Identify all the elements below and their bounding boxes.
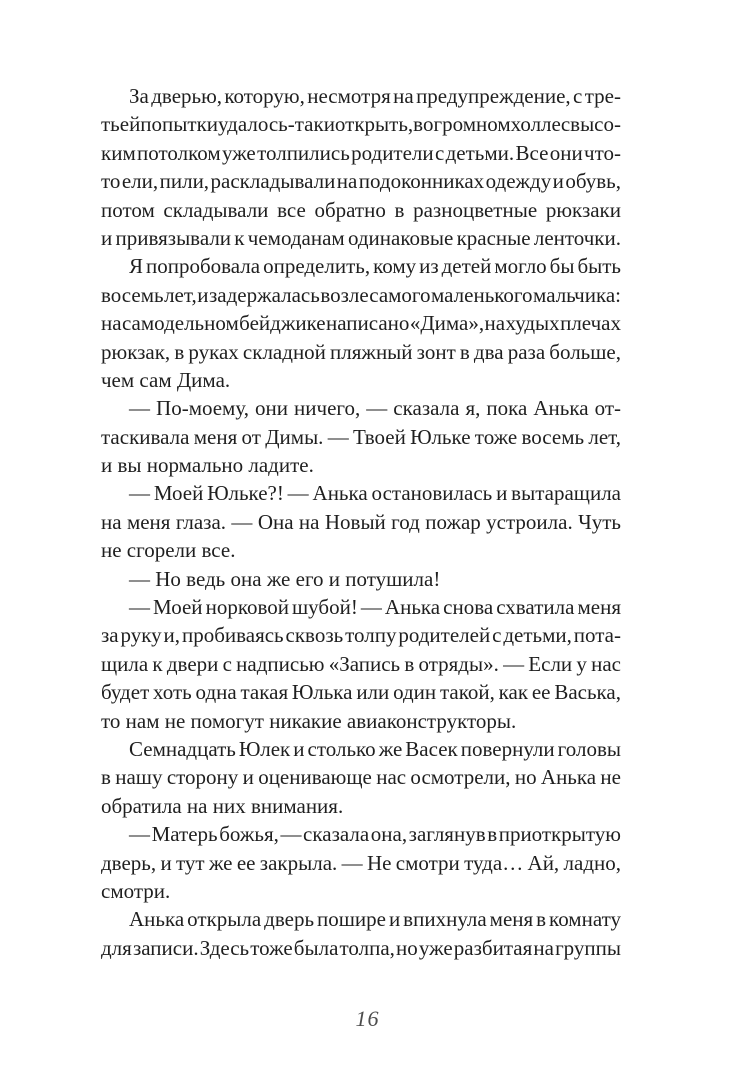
text-line: не сгорели все. [101,538,236,563]
text-line: чем сам Дима. [101,367,231,392]
text-line: Семнадцать Юлек и столько же Васек повернули головы [129,736,621,761]
page-number: 16 [355,1006,380,1031]
text-line: — Моей Юльке?! — Анька остановилась и вытаращила [129,481,621,506]
text-line: рюкзак, в руках складной пляжный зонт в два раза больше, [101,339,621,364]
text-line: и вы нормально ладите. [101,453,314,478]
paragraph [101,593,621,735]
paragraph [101,735,621,820]
text-line: для записи. Здесь тоже была толпа, но уже разбитая на группы [101,935,621,960]
paragraph [101,479,621,564]
text-line: на меня глаза. — Она на Новый год пожар устроила. Чуть [101,509,621,534]
paragraph [101,820,621,905]
text-line: дверь, и тут же ее закрыла. — Не смотри туда… Ай, ладно, [101,850,621,875]
paragraph [101,905,621,962]
text-line: восемь лет, и задержалась возле самого маленького мальчика: [101,282,621,307]
paragraph [101,394,621,479]
text-line: Анька открыла дверь пошире и впихнула меня в комнату [129,907,621,932]
text-line: будет хоть одна такая Юлька или один такой, как ее Васька, [101,680,621,705]
text-line: то ели, пили, раскладывали на подоконниках одежду и обувь, [101,169,621,194]
text-line: тьей попытки удалось-таки открыть, в огромном холле с высо- [101,112,621,137]
text-line: — Моей норковой шубой! — Анька снова схватила меня [129,595,621,620]
text-line: смотри. [101,878,171,903]
paragraph [101,565,621,593]
text-line: — Но ведь она же его и потушила! [129,566,441,591]
text-line: обратила на них внимания. [101,793,344,818]
text-line: щила к двери с надписью «Запись в отряды». — Если у нас [101,651,621,676]
text-line: ким потолком уже толпились родители с детьми. Все они что- [101,140,621,165]
text-line: за руку и, пробиваясь сквозь толпу родителей с детьми, пота- [101,623,621,648]
text-line: на самодельном бейджике написано «Дима», на худых плечах [101,311,621,336]
text-line: За дверью, которую, несмотря на предупреждение, с тре- [129,84,621,108]
text-line: — По-моему, они ничего, — сказала я, пока Анька от- [129,396,621,421]
text-line: таскивала меня от Димы. — Твоей Юльке тоже восемь лет, [101,424,621,449]
paragraph [101,252,621,394]
text-line: потом складывали все обратно в разноцветные рюкзаки [101,197,621,222]
text-line: и привязывали к чемоданам одинаковые красные ленточки. [101,225,621,250]
text-line: Я попробовала определить, кому из детей могло бы быть [129,254,621,279]
text-line: то нам не помогут никакие авиаконструкторы. [101,708,517,733]
page-text [101,82,621,962]
text-line: — Матерь божья, — сказала она, заглянув в приоткрытую [129,822,621,847]
text-line: в нашу сторону и оценивающе нас осмотрели, но Анька не [101,765,621,790]
paragraph [101,82,621,252]
